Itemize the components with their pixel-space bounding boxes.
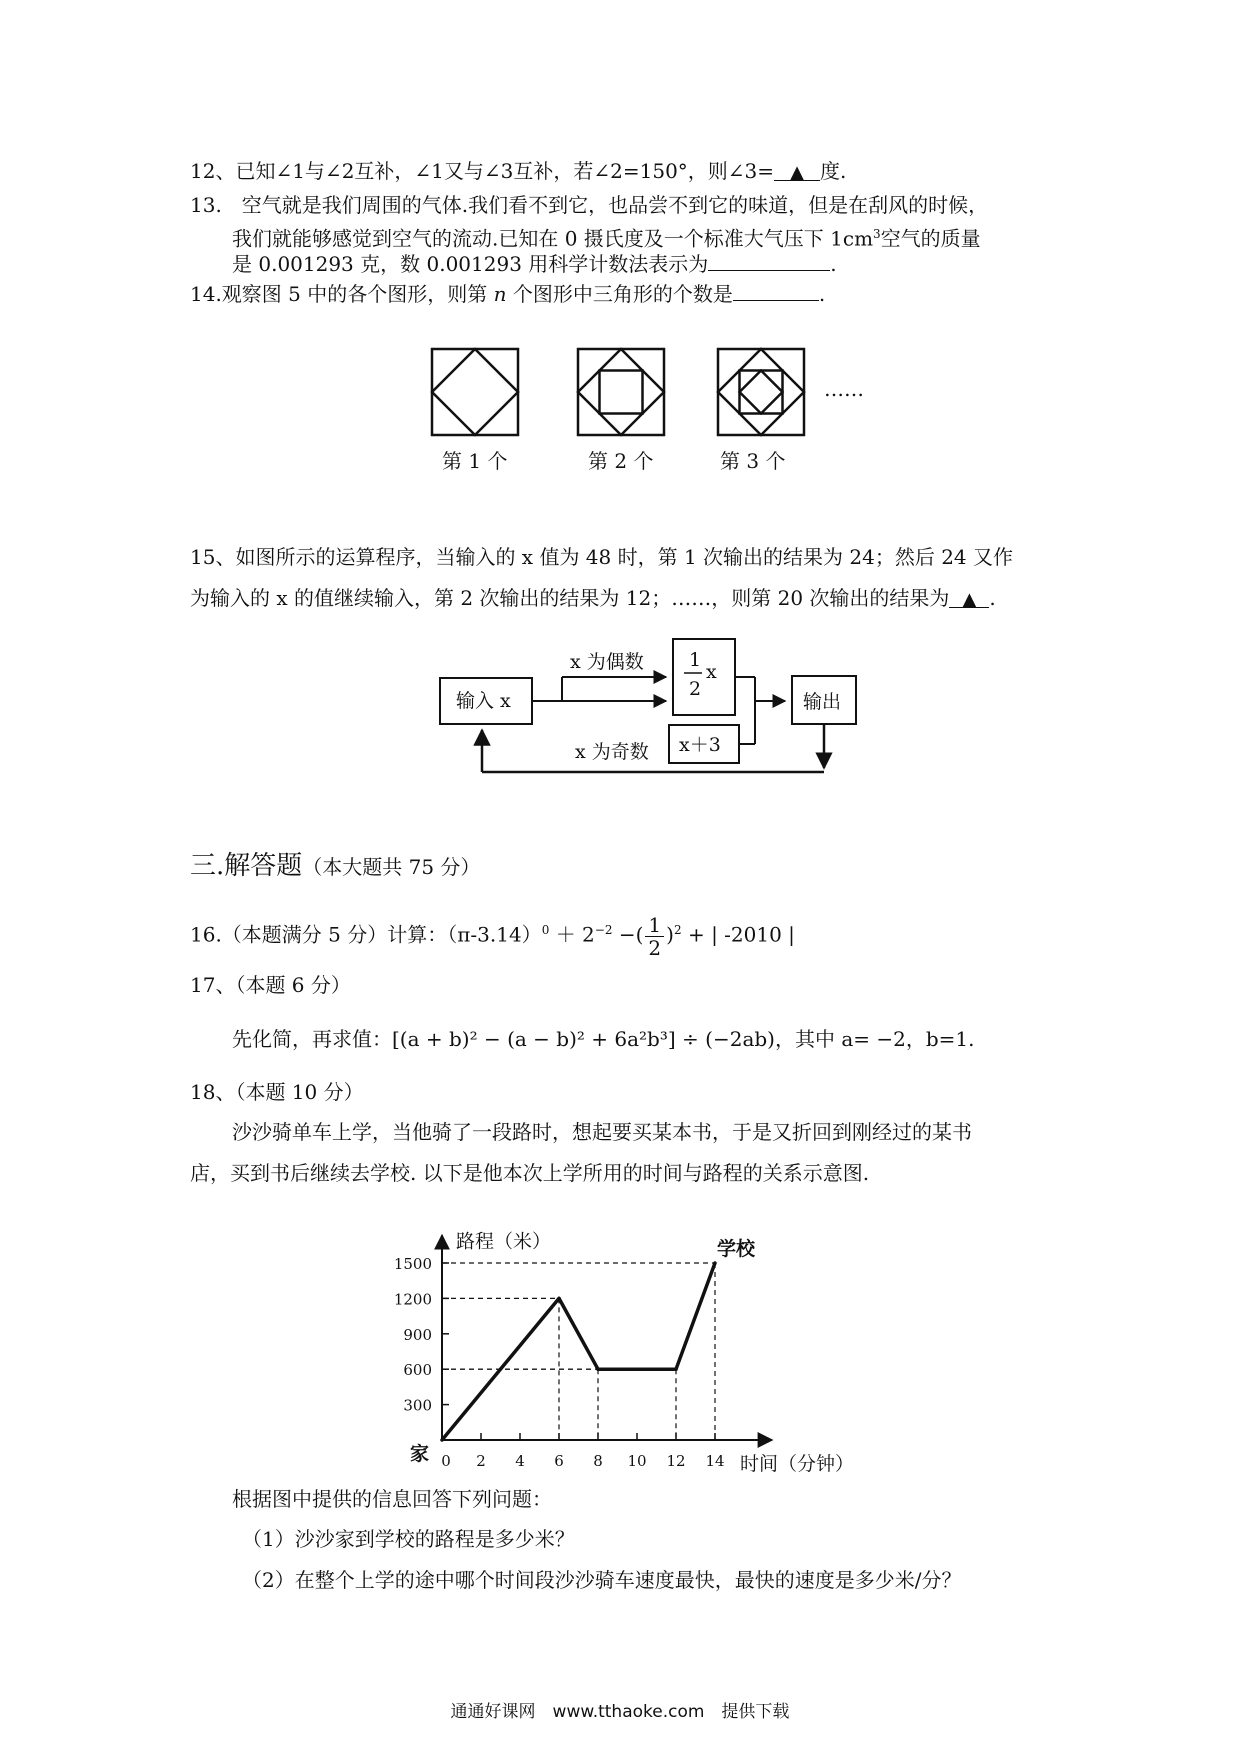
y-tick-label: 900 <box>403 1325 432 1344</box>
q13-tail: . <box>830 252 837 276</box>
question-12 <box>190 156 846 186</box>
q18-chart <box>390 1196 950 1476</box>
q14-ellipsis: …… <box>824 377 864 401</box>
x-tick-label: 8 <box>593 1452 603 1470</box>
y-tick-label: 1500 <box>393 1255 432 1273</box>
q16-exp-neg2: −2 <box>594 923 613 937</box>
q15-tail: . <box>989 586 996 610</box>
question-17-head: 17、（本题 6 分） <box>190 973 351 997</box>
question-18-para1: 沙沙骑单车上学，当他骑了一段路时，想起要买某本书，于是又折回到刚经过的某书 <box>232 1120 972 1144</box>
q14-caption-1: 第 1 个 <box>442 449 508 473</box>
data-segment <box>559 1298 598 1369</box>
q15-flowchart <box>430 630 870 795</box>
origin-label-home: 家 <box>410 1443 430 1465</box>
flow-output-label: 输出 <box>803 691 842 713</box>
question-16 <box>190 905 795 960</box>
q15-answer-blank: ▲ <box>949 585 989 608</box>
flow-input-label: 输入 x <box>456 690 511 712</box>
x-tick-label: 10 <box>627 1452 647 1470</box>
question-17-body: 先化简，再求值：[(a + b)² − (a − b)² + 6a²b³] ÷ (−2ab)，其中 a= −2，b=1. <box>232 1027 975 1051</box>
q12-tail: 度. <box>820 159 847 183</box>
q12-text: 12、已知∠1与∠2互补，∠1又与∠3互补，若∠2=150°，则∠3= <box>190 159 775 183</box>
q14-figure <box>420 340 940 490</box>
q13-answer-blank <box>708 248 830 271</box>
q14-caption-2: 第 2 个 <box>588 449 654 473</box>
question-15-line2 <box>190 583 996 613</box>
y-tick-label: 600 <box>403 1361 432 1380</box>
q16-minus: −( <box>618 922 644 947</box>
q12-answer-blank: ▲ <box>774 158 820 181</box>
q14-tail: . <box>818 282 826 306</box>
x-tick-label: 14 <box>705 1452 725 1470</box>
q14-text-a: 14.观察图 5 中的各个图形，则第 <box>190 282 488 306</box>
q14-figure-1 <box>432 349 518 435</box>
q14-variable-n: n <box>493 282 507 306</box>
q16-fraction <box>645 914 664 959</box>
flow-half-var: x <box>706 661 717 683</box>
q16-frac-den: 2 <box>648 935 662 960</box>
q16-close: ) <box>666 922 674 947</box>
flow-half-box <box>673 639 735 715</box>
flow-half-den: 2 <box>689 678 702 700</box>
q14-figure-2 <box>578 349 664 435</box>
q13-line2-a: 我们就能够感觉到空气的流动.已知在 0 摄氏度及一个标准大气压下 1cm <box>232 226 874 251</box>
question-18-after: 根据图中提供的信息回答下列问题： <box>232 1487 552 1511</box>
q16-exp-0: 0 <box>541 923 550 937</box>
x-tick-label: 0 <box>441 1452 451 1470</box>
section-3-heading <box>190 845 480 882</box>
question-13-line1: 13. 空气就是我们周围的气体.我们看不到它，也品尝不到它的味道，但是在刮风的时候， <box>190 193 989 217</box>
x-axis-label: 时间（分钟） <box>740 1453 855 1475</box>
data-segment <box>676 1263 715 1369</box>
question-18-para2: 店，买到书后继续去学校. 以下是他本次上学所用的时间与路程的关系示意图. <box>190 1161 870 1185</box>
y-tick-label: 300 <box>403 1396 432 1415</box>
question-18-sub2: （2）在整个上学的途中哪个时间段沙沙骑车速度最快，最快的速度是多少米/分？ <box>242 1568 962 1592</box>
q15-line2-text: 为输入的 x 的值继续输入，第 2 次输出的结果为 12；……，则第 20 次输出的结果为 <box>190 586 950 610</box>
q14-text-b: 个图形中三角形的个数是 <box>512 282 733 306</box>
q14-figure-3 <box>718 349 804 435</box>
x-tick-label: 6 <box>554 1452 564 1470</box>
q14-caption-3: 第 3 个 <box>720 449 786 473</box>
section-3-title: 三.解答题 <box>190 851 303 881</box>
question-15-line1: 15、如图所示的运算程序，当输入的 x 值为 48 时，第 1 次输出的结果为 24；然后 24 又作 <box>190 545 1014 569</box>
q13-line2-b: 空气的质量 <box>880 226 981 251</box>
question-18-head: 18、（本题 10 分） <box>190 1080 364 1104</box>
flow-half-num: 1 <box>689 649 702 671</box>
q13-superscript: 3 <box>873 227 881 241</box>
question-14 <box>190 278 825 309</box>
q16-frac-num: 1 <box>645 914 664 937</box>
x-tick-label: 4 <box>515 1452 525 1470</box>
flow-odd-label: x 为奇数 <box>575 741 649 763</box>
y-axis-label: 路程（米） <box>456 1230 552 1253</box>
flow-even-label: x 为偶数 <box>570 651 644 673</box>
page-footer: 通通好课网 www.tthaoke.com 提供下载 <box>450 1702 790 1722</box>
y-tick-label: 1200 <box>393 1290 432 1309</box>
x-tick-label: 12 <box>666 1452 686 1470</box>
q16-prefix: 16.（本题满分 5 分）计算：（π-3.14） <box>190 922 542 947</box>
q14-answer-blank <box>733 278 819 301</box>
x-tick-label: 2 <box>476 1452 486 1470</box>
question-18-sub1: （1）沙沙家到学校的路程是多少米？ <box>242 1527 575 1551</box>
question-13-line3 <box>232 248 837 279</box>
q13-line3-text: 是 0.001293 克，数 0.001293 用科学计数法表示为 <box>232 252 709 276</box>
q16-abs: + | -2010 | <box>687 922 795 947</box>
flow-plus3-label: x＋3 <box>679 734 721 756</box>
end-label-school: 学校 <box>717 1238 756 1260</box>
section-3-note: （本大题共 75 分） <box>302 855 481 879</box>
q16-exp-2: 2 <box>673 923 682 937</box>
q16-mid: ＋ 2 <box>555 922 595 947</box>
